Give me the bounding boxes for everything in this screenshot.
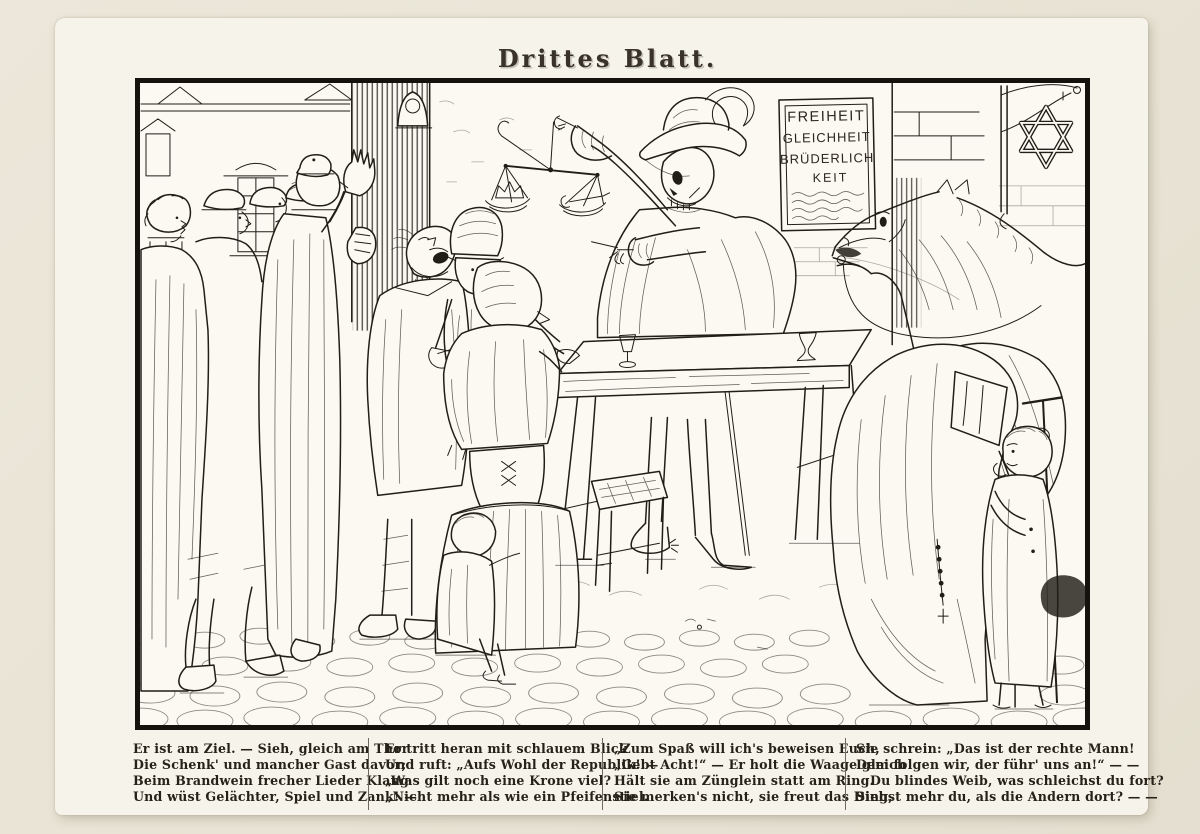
caption-line: Sie merken's nicht, sie freut das Ding, xyxy=(614,789,893,804)
caption-line: Und wüst Gelächter, Spiel und Zank! — xyxy=(133,789,417,804)
engraving-scene xyxy=(140,83,1085,725)
hat-in-hand xyxy=(1041,575,1085,617)
caption-column-2 xyxy=(368,738,659,810)
engraving-frame xyxy=(135,78,1090,730)
caption-line: Die Schenk' und mancher Gast davor; xyxy=(133,757,407,772)
hexagram-star xyxy=(1021,107,1071,167)
caption-line: Er ist am Ziel. — Sieh, gleich am Thor xyxy=(133,741,409,756)
caption-line: „Zum Spaß will ich's beweisen Euch, xyxy=(614,741,880,756)
plate-title: Drittes Blatt. xyxy=(497,44,718,73)
caption-column-1 xyxy=(133,738,417,810)
poster-line-3: BRÜDERLICH xyxy=(779,149,875,167)
caption-line: Siehst mehr du, als die Andern dort? — — xyxy=(856,789,1158,804)
wall-poster xyxy=(779,98,876,231)
chair xyxy=(592,471,668,591)
tavern-star-sign xyxy=(1000,85,1080,229)
print-sheet xyxy=(55,18,1164,815)
caption-column-4 xyxy=(845,738,1164,810)
crowd xyxy=(141,150,580,691)
caption-line: „Nicht mehr als wie ein Pfeifenstiel. xyxy=(385,789,649,804)
poster-line-4: KEIT xyxy=(812,170,849,186)
caption-line: Du blindes Weib, was schleichst du fort? xyxy=(870,773,1164,788)
caption-line: Beim Brandwein frecher Lieder Klang xyxy=(133,773,409,788)
caption-line: Dem folgen wir, der führ' uns an!“ — — xyxy=(856,757,1140,772)
caption-line: „Gebt Acht!“ — Er holt die Waage gleich xyxy=(614,757,907,772)
caption-line: „Was gilt noch eine Krone viel? xyxy=(385,773,612,788)
skull xyxy=(662,148,714,213)
poster-line-1: FREIHEIT xyxy=(787,108,866,126)
caption-line: Hält sie am Zünglein statt am Ring. xyxy=(614,773,875,788)
caption-block xyxy=(133,738,1164,810)
caption-line: Sie schrein: „Das ist der rechte Mann! xyxy=(856,741,1135,756)
caption-column-3 xyxy=(602,738,907,810)
poster-line-2: GLEICHHEIT xyxy=(782,128,871,146)
table xyxy=(556,330,872,560)
caption-line: Und ruft: „Aufs Wohl der Republik! — xyxy=(385,757,659,772)
bonnet-woman xyxy=(141,195,208,691)
caption-line: Er tritt heran mit schlauem Blick xyxy=(385,741,628,756)
